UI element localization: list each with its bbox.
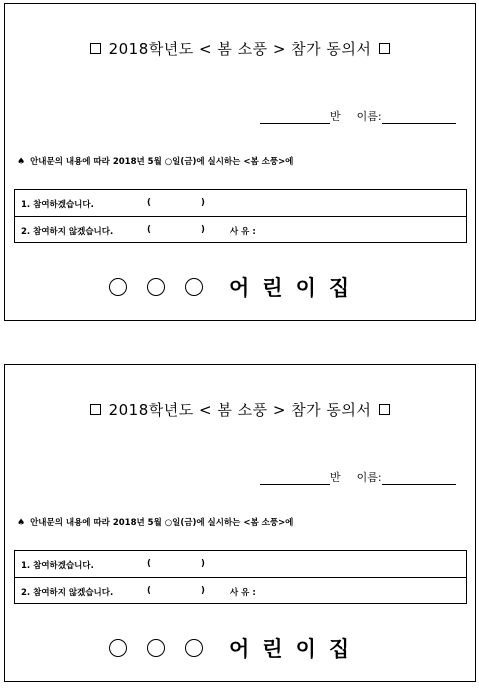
- form-title-text: 2018학년도 < 봄 소풍 > 참가 동의서: [108, 40, 372, 58]
- consent-form-1: [4, 3, 476, 321]
- title-square-icon: [379, 404, 390, 415]
- class-name-line: [260, 469, 456, 485]
- circle-icon: [147, 278, 165, 296]
- form-title: [5, 399, 475, 420]
- name-label: 이름:: [356, 471, 382, 484]
- choice-row-attend[interactable]: [15, 551, 466, 578]
- circle-icon: [109, 639, 127, 657]
- title-square-icon: [90, 43, 101, 54]
- paren-close: ): [201, 586, 205, 596]
- circle-icon: [185, 639, 203, 657]
- paren-open: (: [147, 225, 151, 235]
- class-blank[interactable]: [260, 113, 330, 124]
- paren-open: (: [147, 198, 151, 208]
- class-name-line: [260, 108, 456, 124]
- paren-open: (: [147, 586, 151, 596]
- form-title-text: 2018학년도 < 봄 소풍 > 참가 동의서: [108, 401, 372, 419]
- choice-row-attend[interactable]: [15, 190, 466, 217]
- title-square-icon: [379, 43, 390, 54]
- consent-form-2: [4, 364, 476, 682]
- reason-label: 사 유 :: [230, 588, 256, 598]
- choice-row-decline[interactable]: [15, 578, 466, 604]
- name-blank[interactable]: [382, 113, 456, 124]
- circle-icon: [109, 278, 127, 296]
- paren-close: ): [201, 559, 205, 569]
- option-attend-label: 1. 참여하겠습니다.: [21, 561, 94, 571]
- choice-table: [14, 189, 467, 243]
- reason-label: 사 유 :: [230, 227, 256, 237]
- notice-text: [17, 516, 293, 528]
- name-blank[interactable]: [382, 474, 456, 485]
- circle-icon: [147, 639, 165, 657]
- title-square-icon: [90, 404, 101, 415]
- school-name: 어린이집: [229, 637, 363, 661]
- option-attend-label: 1. 참여하겠습니다.: [21, 200, 94, 210]
- notice-sentence: 안내문의 내용에 따라 2018년 5월 ○일(금)에 실시하는 <봄 소풍>에: [30, 518, 294, 528]
- option-decline-label: 2. 참여하지 않겠습니다.: [21, 227, 114, 237]
- school-signature: [109, 272, 362, 298]
- paren-close: ): [201, 225, 205, 235]
- choice-table: [14, 550, 467, 604]
- notice-sentence: 안내문의 내용에 따라 2018년 5월 ○일(금)에 실시하는 <봄 소풍>에: [30, 157, 294, 167]
- paren-open: (: [147, 559, 151, 569]
- circle-icon: [185, 278, 203, 296]
- spade-icon: ♠: [17, 157, 26, 167]
- class-blank[interactable]: [260, 474, 330, 485]
- school-name: 어린이집: [229, 276, 363, 300]
- school-signature: [109, 633, 362, 659]
- class-label: 반: [330, 110, 341, 123]
- form-title: [5, 38, 475, 59]
- class-label: 반: [330, 471, 341, 484]
- choice-row-decline[interactable]: [15, 217, 466, 243]
- notice-text: [17, 155, 293, 167]
- option-decline-label: 2. 참여하지 않겠습니다.: [21, 588, 114, 598]
- paren-close: ): [201, 198, 205, 208]
- spade-icon: ♠: [17, 518, 26, 528]
- name-label: 이름:: [356, 110, 382, 123]
